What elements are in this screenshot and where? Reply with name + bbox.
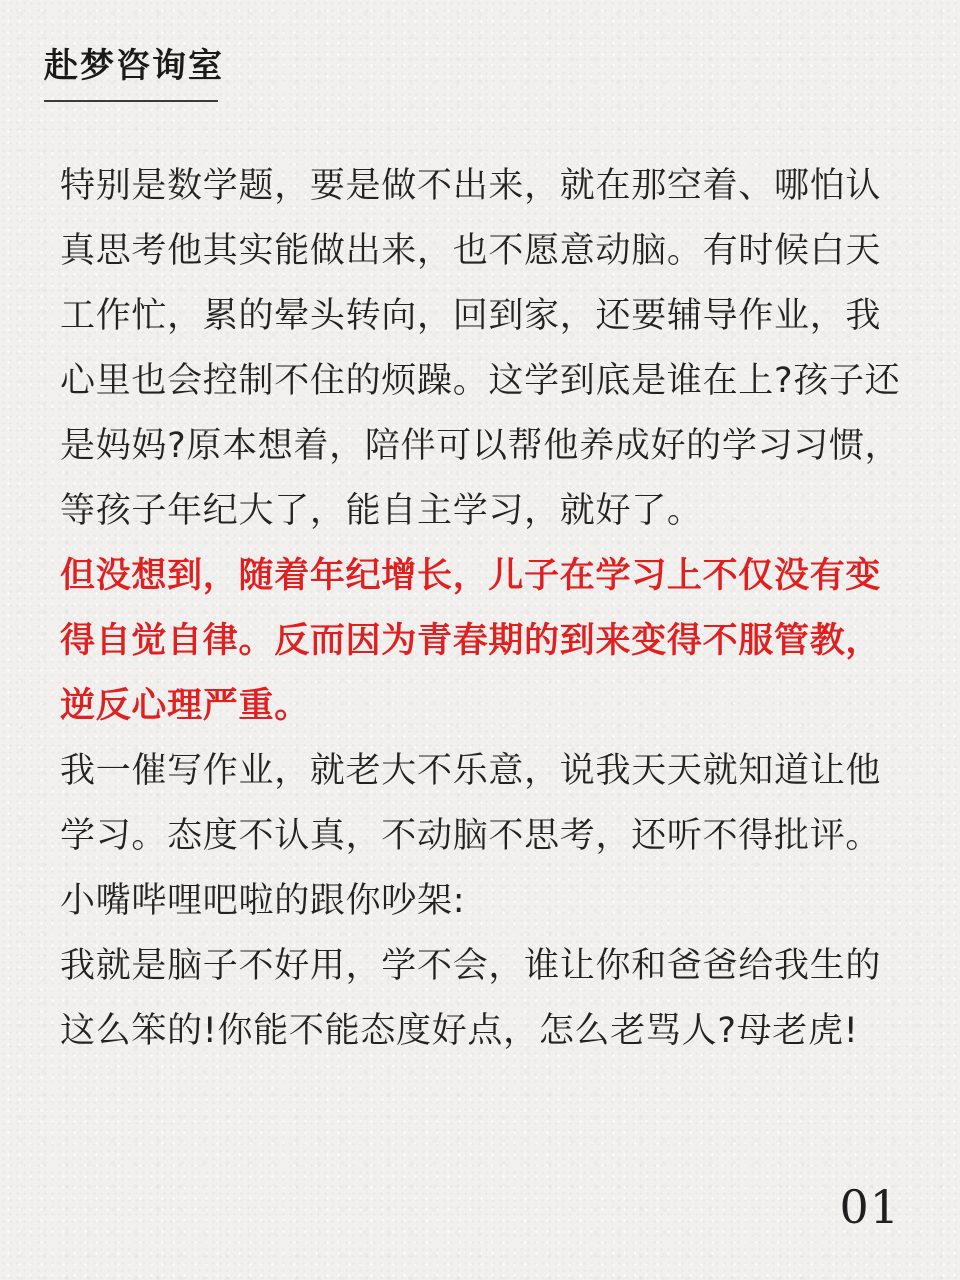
brand-underline — [44, 100, 218, 102]
brand-title: 赴梦咨询室 — [44, 46, 224, 86]
paragraph-4: 我就是脑子不好用，学不会，谁让你和爸爸给我生的这么笨的!你能不能态度好点，怎么老骂人?母老虎! — [60, 946, 882, 1051]
article-body — [60, 154, 902, 1064]
paragraph-1: 特别是数学题，要是做不出来，就在那空着、哪怕认真思考他其实能做出来，也不愿意动脑。有时候白天工作忙，累的晕头转向，回到家，还要辅导作业，我心里也会控制不住的烦躁。这学到底是谁在上?孩子还是妈妈?原本想着，陪伴可以帮他养成好的学习习惯，等孩子年纪大了，能自主学习，就好了。 — [60, 166, 901, 531]
paragraph-3: 我一催写作业，就老大不乐意，说我天天就知道让他学习。态度不认真，不动脑不思考，还听不得批评。小嘴哔哩吧啦的跟你吵架: — [60, 751, 882, 921]
paragraph-2-highlight: 但没想到，随着年纪增长，儿子在学习上不仅没有变得自觉自律。反而因为青春期的到来变得不服管教，逆反心理严重。 — [60, 556, 882, 726]
page-number: 01 — [839, 1180, 900, 1234]
page-header — [44, 40, 224, 102]
